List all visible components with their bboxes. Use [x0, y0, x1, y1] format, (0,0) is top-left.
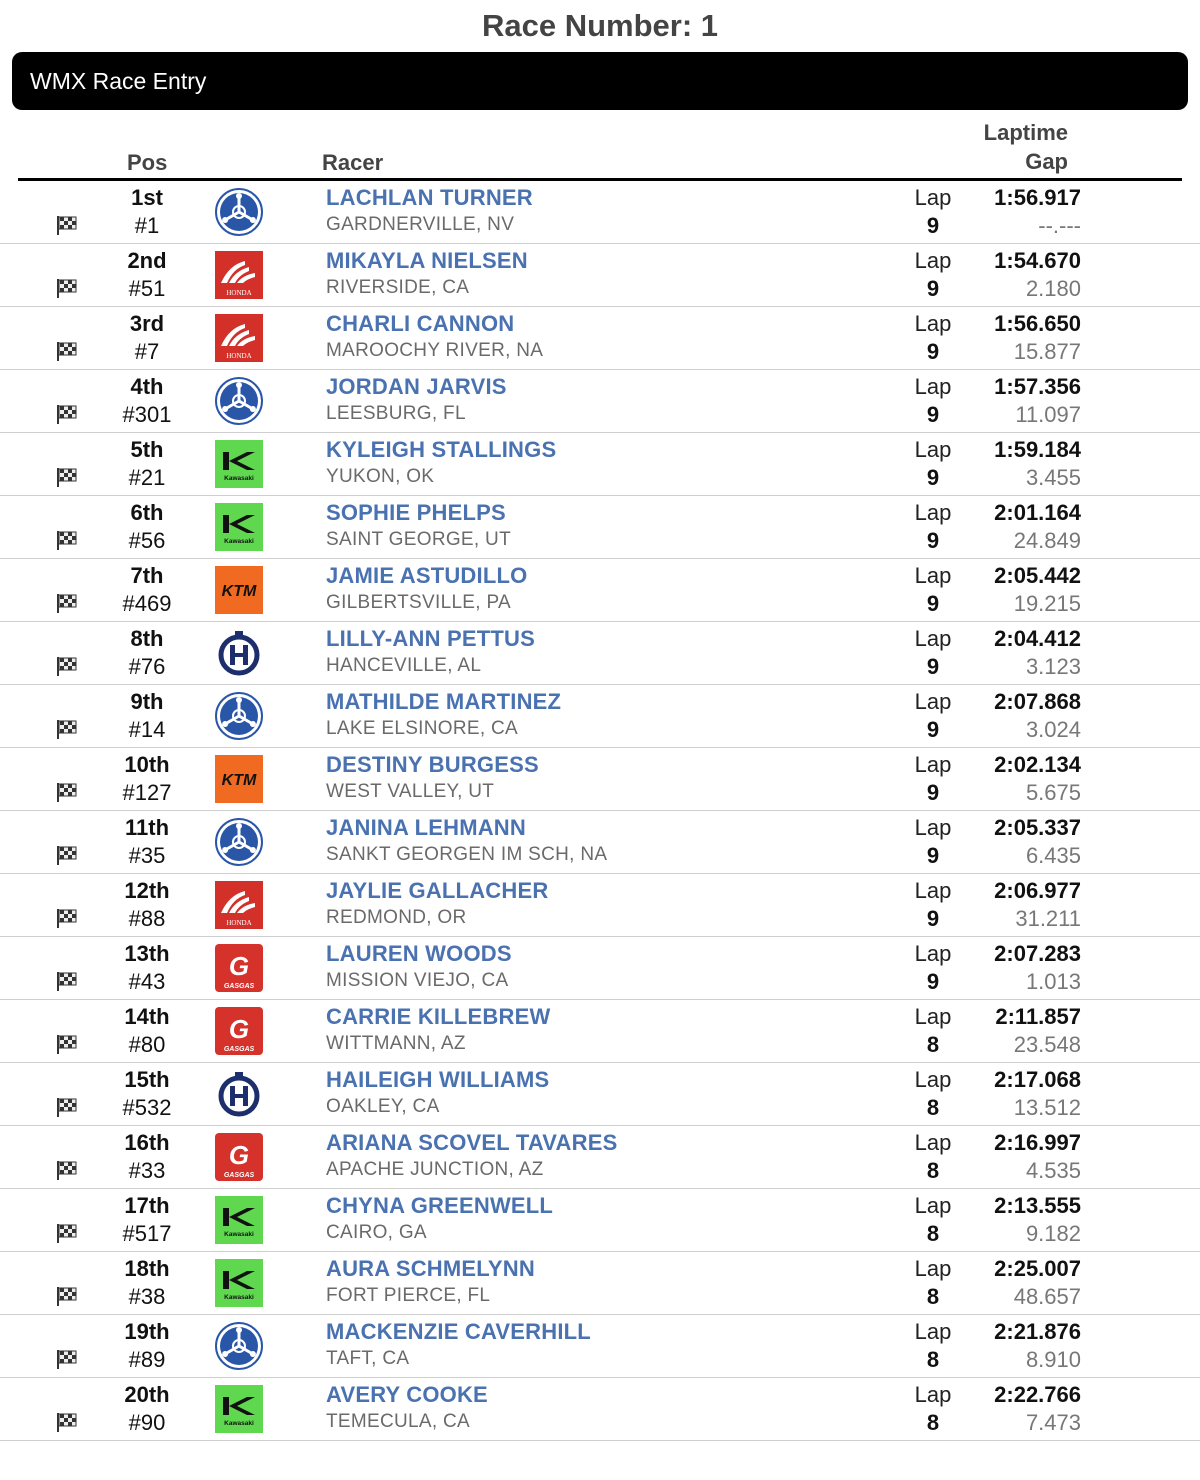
lap-count: 9 [926, 339, 940, 364]
lap-count: 9 [926, 906, 940, 931]
position: 15th [124, 1067, 170, 1092]
checkered-flag-icon [54, 970, 78, 992]
lap-label: Lap [914, 626, 952, 651]
best-laptime: 2:01.164 [994, 500, 1081, 525]
gap-time: 6.435 [1025, 843, 1081, 868]
racer-hometown: GILBERTSVILLE, PA [326, 592, 511, 613]
lap-count: 9 [926, 717, 940, 742]
honda-logo-icon [215, 881, 263, 929]
racer-hometown: FORT PIERCE, FL [326, 1285, 491, 1306]
svg-text:Kawasaki: Kawasaki [224, 1294, 254, 1301]
lap-label: Lap [914, 1319, 952, 1344]
racer-hometown: SAINT GEORGE, UT [326, 529, 511, 550]
position: 4th [130, 374, 164, 399]
gap-time: 5.675 [1025, 780, 1081, 805]
table-row[interactable] [0, 1378, 1200, 1441]
checkered-flag-icon [54, 1411, 78, 1433]
position: 2nd [127, 248, 167, 273]
lap-label: Lap [914, 248, 952, 273]
checkered-flag-icon [54, 1285, 78, 1307]
table-row[interactable] [0, 622, 1200, 685]
checkered-flag-icon [54, 1348, 78, 1370]
checkered-flag-icon [54, 592, 78, 614]
racer-name-link[interactable]: AVERY COOKE [326, 1382, 488, 1407]
position: 17th [124, 1193, 170, 1218]
lap-count: 9 [926, 780, 940, 805]
lap-label: Lap [914, 563, 952, 588]
checkered-flag-icon [54, 1033, 78, 1055]
lap-label: Lap [914, 185, 952, 210]
svg-text:Kawasaki: Kawasaki [224, 1420, 254, 1427]
checkered-flag-icon [54, 214, 78, 236]
gasgas-logo-icon [215, 1007, 263, 1055]
table-row[interactable] [0, 1063, 1200, 1126]
position: 14th [124, 1004, 170, 1029]
table-row[interactable] [0, 811, 1200, 874]
bike-number: #90 [128, 1410, 166, 1435]
svg-text:GASGAS: GASGAS [223, 983, 255, 990]
checkered-flag-icon [54, 1159, 78, 1181]
svg-text:Kawasaki: Kawasaki [224, 1231, 254, 1238]
lap-label: Lap [914, 1130, 952, 1155]
husqvarna-logo-icon [215, 629, 263, 677]
svg-text:Kawasaki: Kawasaki [224, 475, 254, 482]
race-class-banner[interactable]: WMX Race Entry [12, 52, 1188, 110]
bike-number: #51 [128, 276, 166, 301]
lap-label: Lap [914, 1256, 952, 1281]
racer-hometown: GARDNERVILLE, NV [326, 214, 515, 235]
bike-number: #7 [134, 339, 160, 364]
racer-name-link[interactable]: CHARLI CANNON [326, 311, 515, 336]
position: 19th [124, 1319, 170, 1344]
lap-count: 9 [926, 402, 940, 427]
gap-time: 23.548 [1013, 1032, 1081, 1057]
racer-name-link[interactable]: AURA SCHMELYNN [326, 1256, 535, 1281]
racer-hometown: REDMOND, OR [326, 907, 467, 928]
position: 10th [124, 752, 170, 777]
best-laptime: 1:59.184 [994, 437, 1081, 462]
table-row[interactable] [0, 1000, 1200, 1063]
racer-hometown: LAKE ELSINORE, CA [326, 718, 519, 739]
position: 8th [130, 626, 164, 651]
gap-time: 9.182 [1025, 1221, 1081, 1246]
best-laptime: 2:11.857 [995, 1004, 1081, 1029]
racer-name-link[interactable]: SOPHIE PHELPS [326, 500, 506, 525]
best-laptime: 2:02.134 [994, 752, 1081, 777]
lap-label: Lap [914, 500, 952, 525]
gasgas-logo-icon [215, 944, 263, 992]
gap-time: 1.013 [1025, 969, 1081, 994]
racer-hometown: TAFT, CA [326, 1348, 410, 1369]
gap-column-header: Gap [1025, 149, 1068, 174]
racer-hometown: APACHE JUNCTION, AZ [326, 1159, 544, 1180]
best-laptime: 2:05.442 [994, 563, 1081, 588]
position: 9th [130, 689, 164, 714]
gap-time: 11.097 [1015, 402, 1081, 427]
racer-name-link[interactable]: MACKENZIE CAVERHILL [326, 1319, 591, 1344]
table-row[interactable] [0, 181, 1200, 244]
lap-count: 9 [926, 528, 940, 553]
gap-time: 4.535 [1025, 1158, 1081, 1183]
honda-logo-icon [215, 314, 263, 362]
ktm-logo-icon [215, 755, 263, 803]
racer-hometown: MISSION VIEJO, CA [326, 970, 509, 991]
kawasaki-logo-icon [215, 1385, 263, 1433]
gasgas-logo-icon [215, 1133, 263, 1181]
lap-count: 9 [926, 591, 940, 616]
gap-time: 2.180 [1025, 276, 1081, 301]
lap-label: Lap [914, 1004, 952, 1029]
racer-name-link[interactable]: JORDAN JARVIS [326, 374, 507, 399]
bike-number: #517 [122, 1221, 172, 1246]
position: 13th [124, 941, 170, 966]
racer-name-link[interactable]: JAYLIE GALLACHER [326, 878, 549, 903]
lap-label: Lap [914, 941, 952, 966]
racer-name-link[interactable]: DESTINY BURGESS [326, 752, 539, 777]
position: 1st [131, 185, 163, 210]
racer-name-link[interactable]: MATHILDE MARTINEZ [326, 689, 562, 714]
lap-count: 9 [926, 843, 940, 868]
racer-name-link[interactable]: MIKAYLA NIELSEN [326, 248, 528, 273]
gap-time: 19.215 [1013, 591, 1081, 616]
best-laptime: 2:07.283 [994, 941, 1081, 966]
gap-time: 31.211 [1015, 906, 1081, 931]
racer-hometown: OAKLEY, CA [326, 1096, 440, 1117]
racer-name-link[interactable]: LILLY-ANN PETTUS [326, 626, 535, 651]
position: 20th [124, 1382, 170, 1407]
svg-text:HONDA: HONDA [226, 919, 252, 927]
racer-hometown: SANKT GEORGEN IM SCH, NA [326, 844, 608, 865]
racer-name-link[interactable]: KYLEIGH STALLINGS [326, 437, 557, 462]
gap-time: 3.024 [1025, 717, 1081, 742]
kawasaki-logo-icon [215, 503, 263, 551]
svg-text:G: G [228, 1140, 250, 1170]
best-laptime: 1:54.670 [994, 248, 1081, 273]
lap-count: 9 [926, 276, 940, 301]
bike-number: #301 [122, 402, 172, 427]
page-title: Race Number: 1 [481, 8, 719, 43]
lap-label: Lap [914, 1382, 952, 1407]
best-laptime: 2:22.766 [994, 1382, 1081, 1407]
svg-text:HONDA: HONDA [226, 289, 252, 297]
svg-text:G: G [228, 1014, 250, 1044]
bike-number: #56 [128, 528, 166, 553]
bike-number: #14 [128, 717, 166, 742]
lap-label: Lap [914, 878, 952, 903]
racer-hometown: TEMECULA, CA [326, 1411, 471, 1432]
position: 6th [130, 500, 164, 525]
lap-count: 8 [926, 1221, 940, 1246]
racer-hometown: RIVERSIDE, CA [326, 277, 470, 298]
best-laptime: 2:25.007 [994, 1256, 1081, 1281]
svg-text:KTM: KTM [221, 772, 257, 789]
gap-time: 8.910 [1025, 1347, 1081, 1372]
position: 12th [124, 878, 170, 903]
racer-name-link[interactable]: HAILEIGH WILLIAMS [326, 1067, 550, 1092]
checkered-flag-icon [54, 277, 78, 299]
lap-label: Lap [914, 1067, 952, 1092]
svg-text:Kawasaki: Kawasaki [224, 538, 254, 545]
svg-text:G: G [228, 951, 250, 981]
lap-count: 8 [926, 1347, 940, 1372]
lap-count: 9 [926, 465, 940, 490]
yamaha-logo-icon [215, 1322, 263, 1370]
checkered-flag-icon [54, 907, 78, 929]
checkered-flag-icon [54, 844, 78, 866]
lap-label: Lap [914, 311, 952, 336]
table-row[interactable] [0, 748, 1200, 811]
bike-number: #1 [134, 213, 160, 238]
racer-hometown: YUKON, OK [326, 466, 435, 487]
best-laptime: 2:21.876 [994, 1319, 1081, 1344]
table-row[interactable] [0, 307, 1200, 370]
position: 18th [124, 1256, 170, 1281]
best-laptime: 2:04.412 [994, 626, 1081, 651]
racer-name-link[interactable]: LACHLAN TURNER [326, 185, 533, 210]
lap-count: 9 [926, 654, 940, 679]
honda-logo-icon [215, 251, 263, 299]
position: 11th [124, 815, 170, 840]
table-row[interactable] [0, 874, 1200, 937]
yamaha-logo-icon [215, 818, 263, 866]
checkered-flag-icon [54, 781, 78, 803]
table-row[interactable] [0, 559, 1200, 622]
checkered-flag-icon [54, 718, 78, 740]
best-laptime: 2:07.868 [994, 689, 1081, 714]
table-row[interactable] [0, 1252, 1200, 1315]
yamaha-logo-icon [215, 188, 263, 236]
table-row[interactable] [0, 937, 1200, 1000]
lap-label: Lap [914, 752, 952, 777]
racer-name-link[interactable]: CHYNA GREENWELL [326, 1193, 554, 1218]
best-laptime: 2:05.337 [994, 815, 1081, 840]
bike-number: #469 [122, 591, 172, 616]
best-laptime: 2:16.997 [994, 1130, 1081, 1155]
laptime-column-header: Laptime [983, 120, 1068, 145]
bike-number: #89 [128, 1347, 166, 1372]
position: 16th [124, 1130, 170, 1155]
bike-number: #76 [128, 654, 166, 679]
gap-time: 7.473 [1025, 1410, 1081, 1435]
racer-name-link[interactable]: CARRIE KILLEBREW [326, 1004, 551, 1029]
svg-text:KTM: KTM [221, 583, 257, 600]
bike-number: #88 [128, 906, 166, 931]
lap-count: 8 [926, 1095, 940, 1120]
bike-number: #33 [128, 1158, 166, 1183]
lap-count: 8 [926, 1410, 940, 1435]
yamaha-logo-icon [215, 692, 263, 740]
best-laptime: 1:56.917 [994, 185, 1081, 210]
gap-time: 15.877 [1013, 339, 1081, 364]
table-row[interactable] [0, 685, 1200, 748]
checkered-flag-icon [54, 1096, 78, 1118]
best-laptime: 2:13.555 [994, 1193, 1081, 1218]
kawasaki-logo-icon [215, 1259, 263, 1307]
racer-hometown: MAROOCHY RIVER, NA [326, 340, 544, 361]
bike-number: #43 [128, 969, 166, 994]
gap-time: 13.512 [1013, 1095, 1081, 1120]
bike-number: #80 [128, 1032, 166, 1057]
table-row[interactable] [0, 370, 1200, 433]
pos-column-header: Pos [127, 150, 168, 175]
bike-number: #38 [128, 1284, 166, 1309]
husqvarna-logo-icon [215, 1070, 263, 1118]
best-laptime: 2:06.977 [994, 878, 1081, 903]
best-laptime: 1:57.356 [994, 374, 1081, 399]
best-laptime: 1:56.650 [994, 311, 1081, 336]
svg-text:GASGAS: GASGAS [223, 1172, 255, 1179]
racer-hometown: HANCEVILLE, AL [326, 655, 482, 676]
table-row[interactable] [0, 244, 1200, 307]
lap-count: 8 [926, 1158, 940, 1183]
checkered-flag-icon [54, 529, 78, 551]
lap-count: 8 [926, 1032, 940, 1057]
gap-time: 24.849 [1013, 528, 1081, 553]
gap-time: 48.657 [1013, 1284, 1081, 1309]
checkered-flag-icon [54, 1222, 78, 1244]
racer-hometown: LEESBURG, FL [326, 403, 466, 424]
checkered-flag-icon [54, 466, 78, 488]
checkered-flag-icon [54, 403, 78, 425]
racer-name-link[interactable]: JAMIE ASTUDILLO [326, 563, 528, 588]
table-row[interactable] [0, 1189, 1200, 1252]
lap-label: Lap [914, 815, 952, 840]
racer-name-link[interactable]: JANINA LEHMANN [326, 815, 526, 840]
table-row[interactable] [0, 1315, 1200, 1378]
racer-name-link[interactable]: LAUREN WOODS [326, 941, 512, 966]
position: 7th [130, 563, 164, 588]
checkered-flag-icon [54, 655, 78, 677]
svg-text:GASGAS: GASGAS [223, 1046, 255, 1053]
bike-number: #21 [128, 465, 166, 490]
table-row[interactable] [0, 1126, 1200, 1189]
position: 5th [130, 437, 164, 462]
lap-label: Lap [914, 437, 952, 462]
lap-count: 8 [926, 1284, 940, 1309]
lap-count: 9 [926, 213, 940, 238]
gap-time: --.--- [1038, 213, 1081, 238]
lap-label: Lap [914, 374, 952, 399]
racer-hometown: CAIRO, GA [326, 1222, 427, 1243]
best-laptime: 2:17.068 [994, 1067, 1081, 1092]
kawasaki-logo-icon [215, 1196, 263, 1244]
lap-count: 9 [926, 969, 940, 994]
kawasaki-logo-icon [215, 440, 263, 488]
bike-number: #532 [122, 1095, 172, 1120]
gap-time: 3.455 [1025, 465, 1081, 490]
bike-number: #35 [128, 843, 166, 868]
lap-label: Lap [914, 1193, 952, 1218]
table-row[interactable] [0, 496, 1200, 559]
table-row[interactable] [0, 433, 1200, 496]
position: 3rd [129, 311, 165, 336]
racer-hometown: WEST VALLEY, UT [326, 781, 495, 802]
yamaha-logo-icon [215, 377, 263, 425]
ktm-logo-icon [215, 566, 263, 614]
lap-label: Lap [914, 689, 952, 714]
racer-name-link[interactable]: ARIANA SCOVEL TAVARES [326, 1130, 618, 1155]
gap-time: 3.123 [1025, 654, 1081, 679]
bike-number: #127 [122, 780, 172, 805]
results-table [0, 181, 1200, 1441]
svg-text:HONDA: HONDA [226, 352, 252, 360]
checkered-flag-icon [54, 340, 78, 362]
racer-column-header: Racer [322, 150, 384, 175]
racer-hometown: WITTMANN, AZ [326, 1033, 466, 1054]
